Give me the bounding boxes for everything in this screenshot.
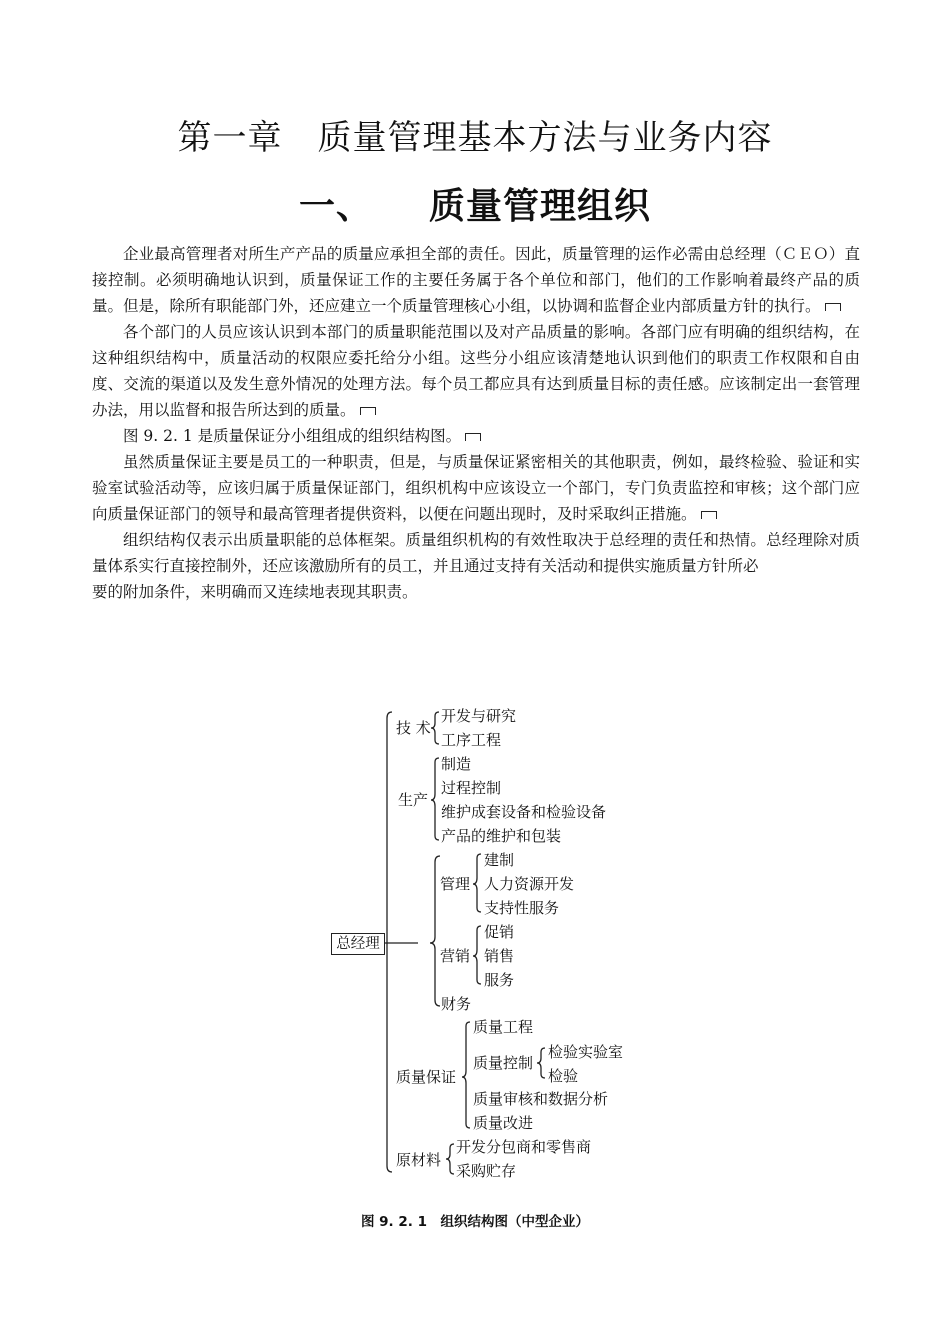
- chapter-title: 第一章 质量管理基本方法与业务内容: [177, 118, 773, 158]
- paragraph-text: 组织结构仅表示出质量职能的总体框架。质量组织机构的有效性取决于总经理的责任和热情。总经理除对质量体系实行直接控制外，还应该激励所有的员工，并且通过支持有关活动和提供实施质量方针所必: [92, 531, 860, 575]
- tech-label: 技 术: [396, 719, 431, 737]
- qc-sub-item: 检验实验室: [548, 1043, 624, 1061]
- materials-item: 开发分包商和零售商: [456, 1138, 592, 1156]
- section-title-text: 质量管理组织: [429, 186, 652, 227]
- figure-caption: 图 9. 2. 1 组织结构图（中型企业）: [360, 1214, 590, 1230]
- qa-item: 质量改进: [473, 1114, 534, 1132]
- qa-label: 质量保证: [396, 1068, 457, 1086]
- marketing-item: 促销: [484, 923, 515, 941]
- marketing-item: 销售: [484, 947, 515, 965]
- materials-label: 原材料: [396, 1151, 442, 1169]
- ceo-box: 总经理: [331, 933, 385, 955]
- paragraph-text: 图 9. 2. 1 是质量保证分小组组成的组织结构图。: [123, 427, 462, 445]
- qc-bracket: [537, 1048, 545, 1078]
- section-number: 一、: [298, 186, 373, 227]
- main-spine: [387, 712, 392, 1172]
- qa-item: 质量审核和数据分析: [473, 1090, 609, 1108]
- marketing-item: 服务: [484, 971, 515, 989]
- paragraph-text: 要的附加条件，来明确而又连续地表现其职责。: [92, 583, 418, 601]
- qa-bracket: [462, 1022, 470, 1128]
- production-bracket: [431, 758, 439, 840]
- management-bracket: [473, 854, 481, 912]
- management-item: 建制: [484, 851, 515, 869]
- qa-item: 质量工程: [473, 1018, 534, 1036]
- tech-item: 开发与研究: [441, 707, 517, 725]
- production-item: 产品的维护和包装: [441, 827, 562, 845]
- management-label: 管理: [440, 875, 471, 893]
- paragraph-text: 企业最高管理者对所生产产品的质量应承担全部的责任。因此，质量管理的运作必需由总经理（ＣＥＯ）直接控制。必须明确地认识到，质量保证工作的主要任务属于各个单位和部门，他们的工作影响着最终产品的质量。但是，除所有职能部门外，还应建立一个质量管理核心小组，以协调和监督企业内部质量方针的执行。: [92, 245, 860, 315]
- materials-item: 采购贮存: [456, 1162, 517, 1180]
- production-item: 维护成套设备和检验设备: [441, 803, 607, 821]
- materials-bracket: [446, 1144, 454, 1174]
- mid-group-bracket: [430, 856, 440, 1006]
- tech-bracket: [431, 712, 439, 744]
- production-item: 过程控制: [441, 779, 502, 797]
- production-item: 制造: [441, 755, 472, 773]
- qc-sub-item: 检验: [548, 1067, 579, 1085]
- paragraph-text: 各个部门的人员应该认识到本部门的质量职能范围以及对产品质量的影响。各部门应有明确的组织结构，在这种组织结构中，质量活动的权限应委托给分小组。这些分小组应该清楚地认识到他们的职责工作权限和自由度、交流的渠道以及发生意外情况的处理方法。每个员工都应具有达到质量目标的责任感。应该制定出一套管理办法，用以监督和报告所达到的质量。: [92, 323, 860, 419]
- marketing-label: 营销: [440, 947, 471, 965]
- management-item: 支持性服务: [484, 899, 560, 917]
- management-item: 人力资源开发: [484, 875, 575, 893]
- paragraph-text: 虽然质量保证主要是员工的一种职责，但是，与质量保证紧密相关的其他职责，例如，最终检验、验证和实验室试验活动等，应该归属于质量保证部门，组织机构中应该设立一个部门，专门负责监控和审核；这个部门应向质量保证部门的领导和最高管理者提供资料，以便在问题出现时，及时采取纠正措施。: [92, 453, 860, 523]
- tech-item: 工序工程: [441, 731, 502, 749]
- qa-item: 质量控制: [473, 1054, 534, 1072]
- marketing-bracket: [473, 926, 481, 984]
- production-label: 生产: [398, 791, 429, 809]
- finance-label: 财务: [441, 995, 472, 1013]
